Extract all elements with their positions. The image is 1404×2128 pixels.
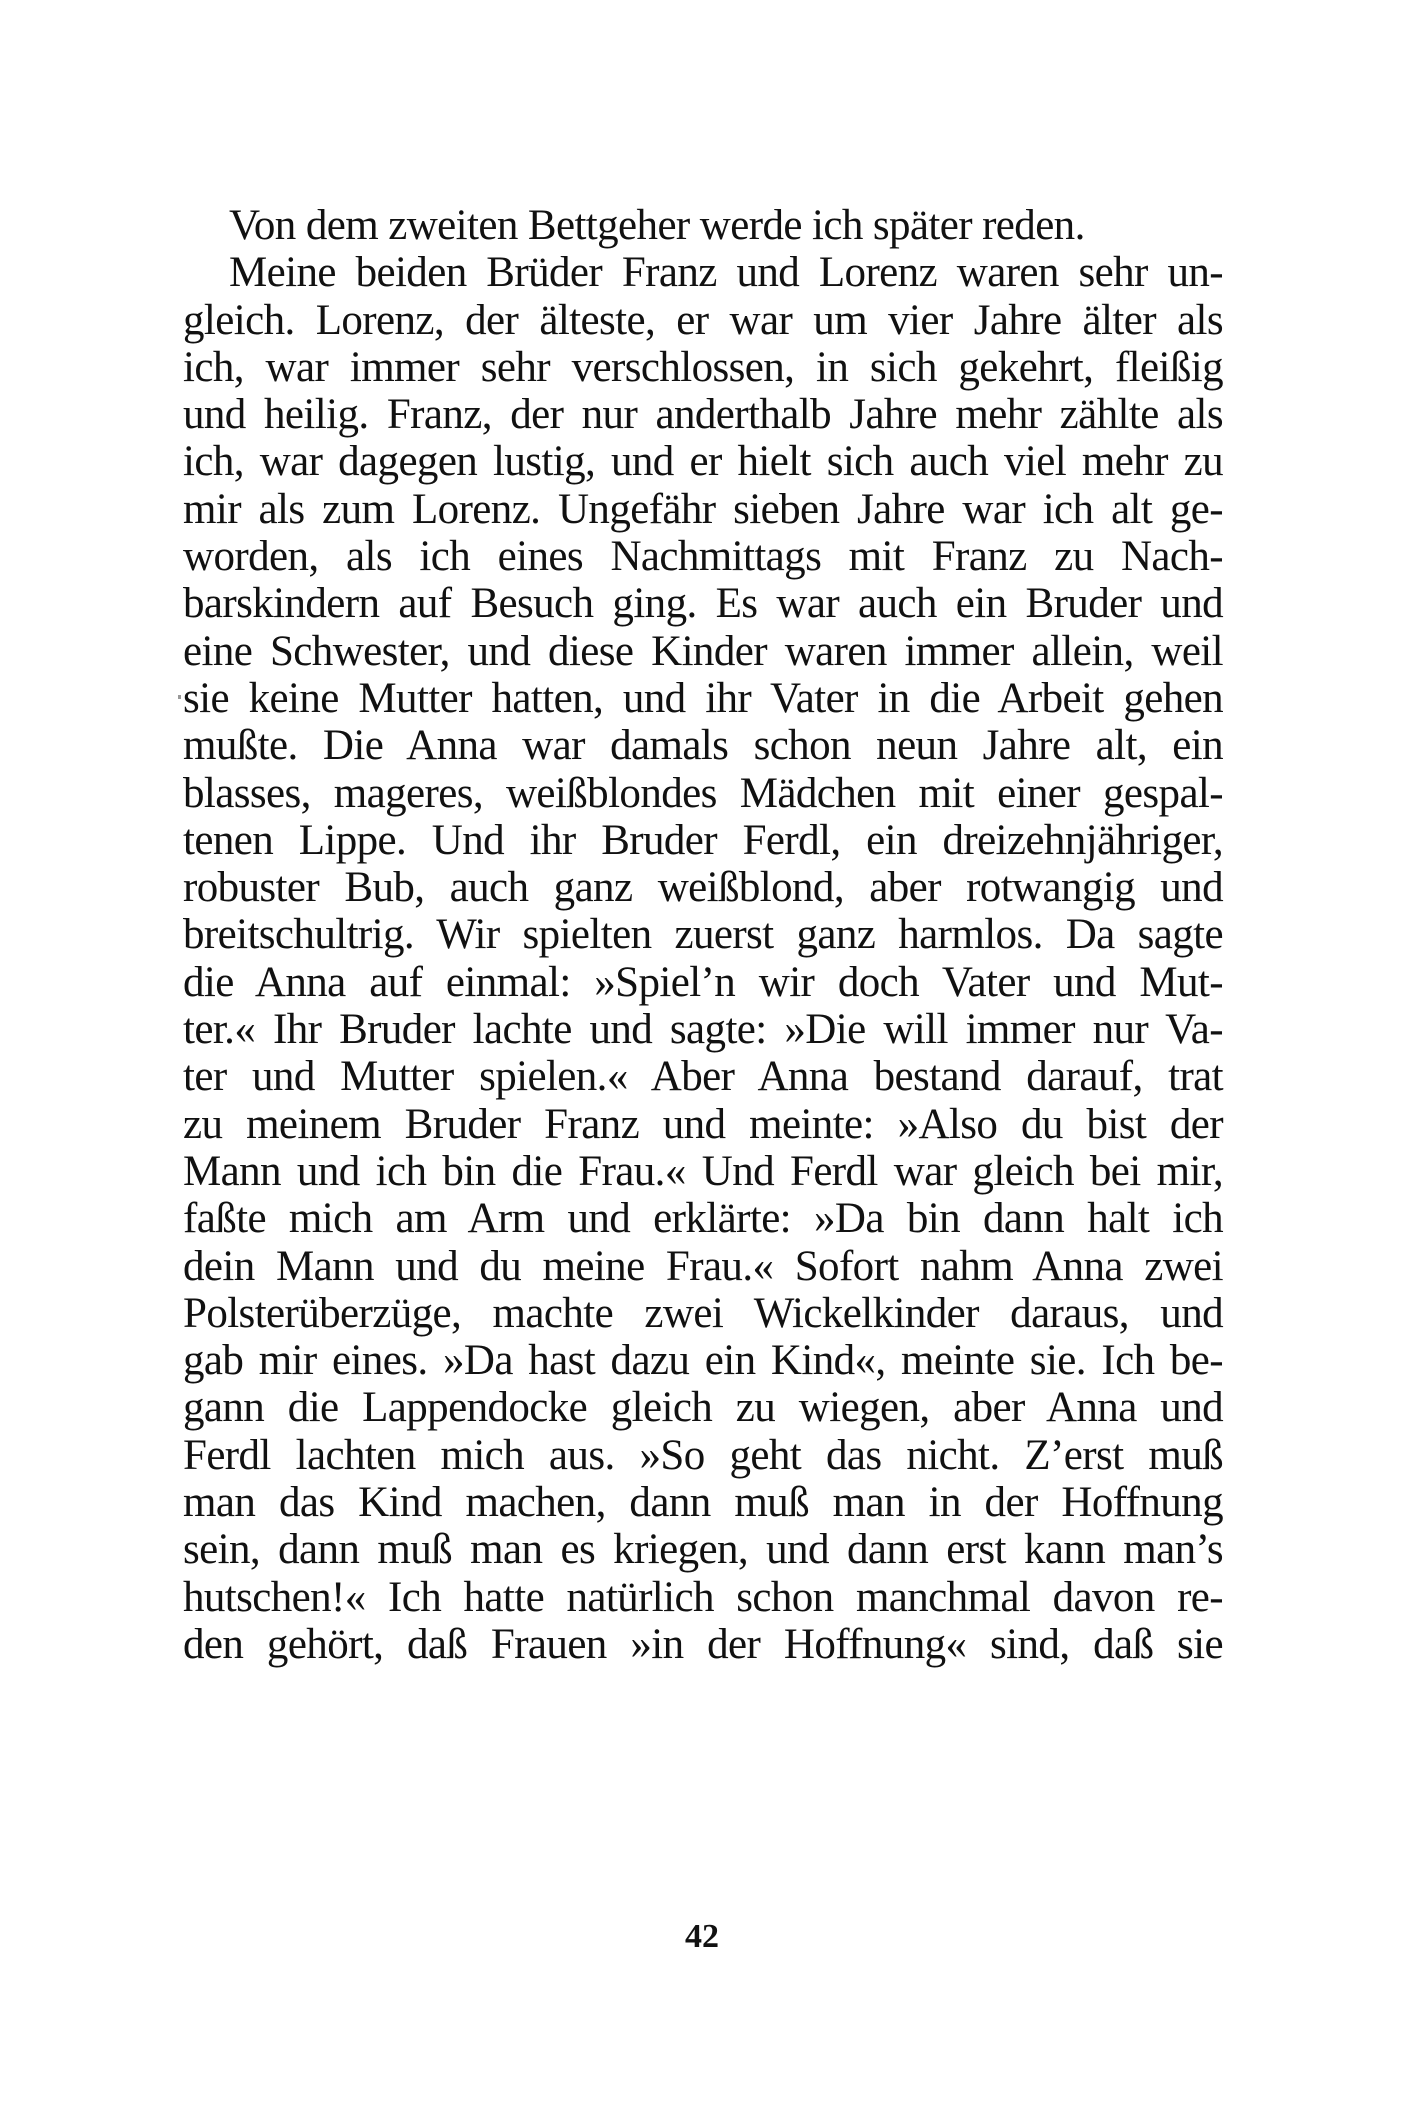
text-line: faßte mich am Arm und erklärte: »Da bin dann halt ich [183,1195,1223,1243]
text-line: gann die Lappendocke gleich zu wiegen, aber Anna und [183,1384,1223,1432]
text-line: Meine beiden Brüder Franz und Lorenz waren sehr un- [229,249,1223,297]
text-line: mußte. Die Anna war damals schon neun Jahre alt, ein [183,722,1223,770]
text-line: gab mir eines. »Da hast dazu ein Kind«, meinte sie. Ich be- [183,1337,1223,1385]
text-line: blasses, mageres, weißblondes Mädchen mit einer gespal- [183,769,1223,817]
text-line: robuster Bub, auch ganz weißblond, aber rotwangig und [183,864,1223,912]
body-text [183,202,1223,1716]
text-line: sie keine Mutter hatten, und ihr Vater in die Arbeit gehen [183,674,1223,722]
text-line: Mann und ich bin die Frau.« Und Ferdl war gleich bei mir, [183,1147,1223,1195]
text-line: Von dem zweiten Bettgeher werde ich später reden. [229,202,1085,249]
text-line: breitschultrig. Wir spielten zuerst ganz harmlos. Da sagte [183,911,1223,959]
text-line: sein, dann muß man es kriegen, und dann erst kann man’s [183,1526,1223,1574]
text-line: dein Mann und du meine Frau.« Sofort nahm Anna zwei [183,1242,1223,1290]
text-line: und heilig. Franz, der nur anderthalb Jahre mehr zählte als [183,391,1223,439]
text-line: den gehört, daß Frauen »in der Hoffnung« sind, daß sie [183,1620,1223,1668]
scan-speck [178,695,181,699]
text-line: Ferdl lachten mich aus. »So geht das nicht. Z’erst muß [183,1431,1223,1479]
text-line: worden, als ich eines Nachmittags mit Franz zu Nach- [183,533,1223,581]
text-line: ter.« Ihr Bruder lachte und sagte: »Die will immer nur Va- [183,1006,1223,1054]
text-line: ich, war immer sehr verschlossen, in sich gekehrt, fleißig [183,343,1223,391]
text-line: gleich. Lorenz, der älteste, er war um vier Jahre älter als [183,296,1223,344]
text-line: zu meinem Bruder Franz und meinte: »Also du bist der [183,1100,1223,1148]
text-line [183,1668,1223,1715]
text-line: barskindern auf Besuch ging. Es war auch ein Bruder und [183,580,1223,628]
text-line: tenen Lippe. Und ihr Bruder Ferdl, ein dreizehnjähriger, [183,816,1223,864]
text-line: mir als zum Lorenz. Ungefähr sieben Jahre war ich alt ge- [183,485,1223,533]
text-line: man das Kind machen, dann muß man in der Hoffnung [183,1479,1223,1527]
page-number: 42 [685,1918,719,1955]
text-line: eine Schwester, und diese Kinder waren immer allein, weil [183,627,1223,675]
text-line: ich, war dagegen lustig, und er hielt sich auch viel mehr zu [183,438,1223,486]
text-line: die Anna auf einmal: »Spiel’n wir doch Vater und Mut- [183,958,1223,1006]
text-line: Polsterüberzüge, machte zwei Wickelkinder daraus, und [183,1289,1223,1337]
text-line: ter und Mutter spielen.« Aber Anna bestand darauf, trat [183,1053,1223,1101]
text-line: hutschen!« Ich hatte natürlich schon manchmal davon re- [183,1573,1223,1621]
